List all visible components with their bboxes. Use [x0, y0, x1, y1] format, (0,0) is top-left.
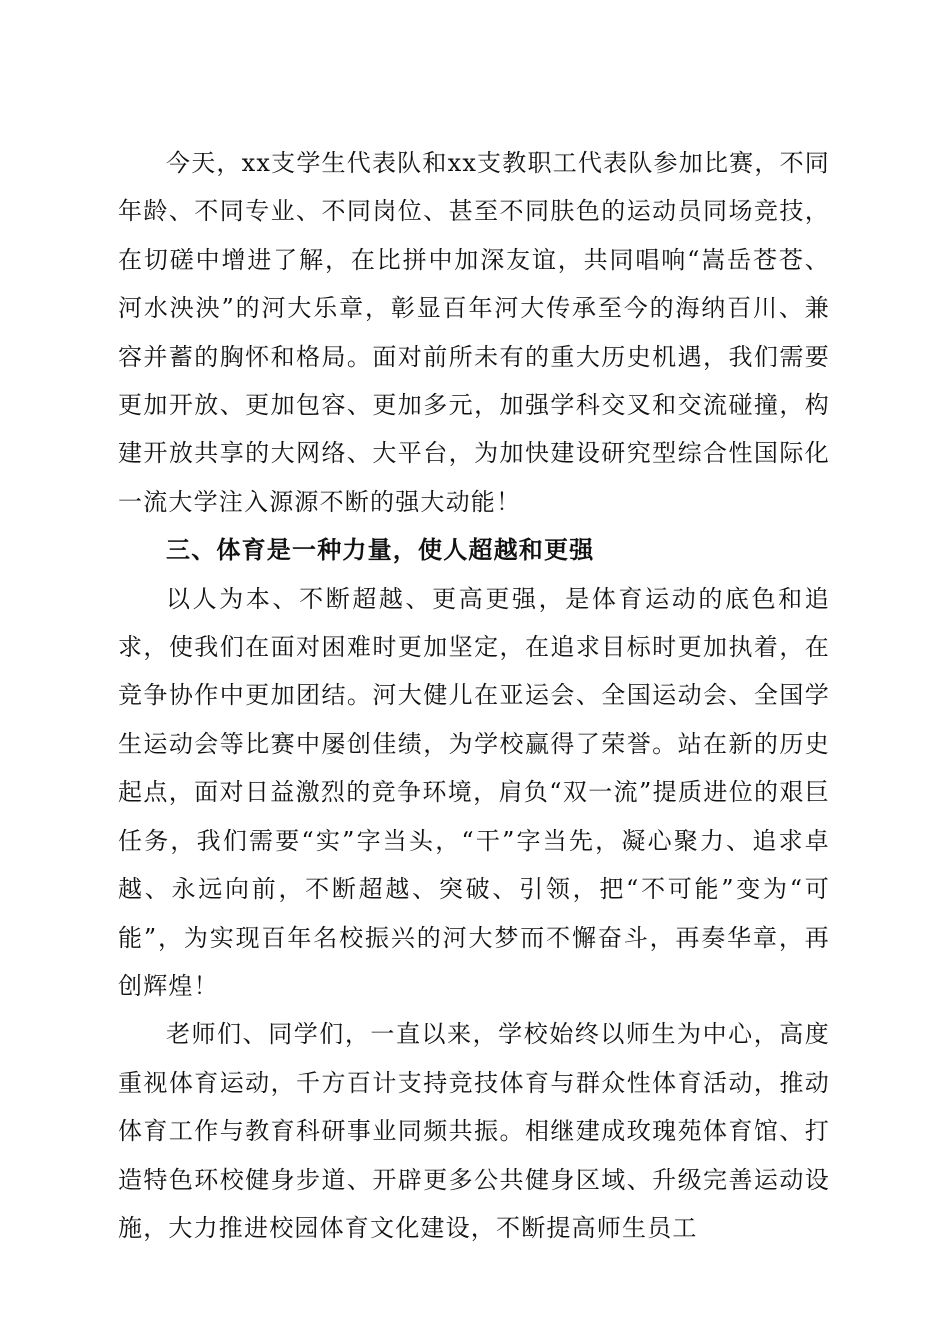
section-heading-three: 三、体育是一种力量，使人超越和更强	[166, 536, 595, 565]
document-body	[118, 139, 830, 1252]
paragraph-sports-power: 以人为本、不断超越、更高更强，是体育运动的底色和追求，使我们在面对困难时更加坚定，在追求目标时更加执着，在竞争协作中更加团结。河大健儿在亚运会、全国运动会、全国学生运动会等比赛中屡创佳绩，为学校赢得了荣誉。站在新的历史起点，面对日益激烈的竞争环境，肩负“双一流”提质进位的艰巨任务，我们需要“实”字当头，“干”字当先，凝心聚力、追求卓越、永远向前，不断超越、突破、引领，把“不可能”变为“可能”，为实现百年名校振兴的河大梦而不懈奋斗，再奏华章，再创辉煌！	[118, 584, 830, 1000]
paragraph-competition: 今天，xx支学生代表队和xx支教职工代表队参加比赛，不同年龄、不同专业、不同岗位、甚至不同肤色的运动员同场竞技，在切磋中增进了解，在比拼中加深友谊，共同唱响“嵩岳苍苍、河水泱泱”的河大乐章，彰显百年河大传承至今的海纳百川、兼容并蓄的胸怀和格局。面对前所未有的重大历史机遇，我们需要更加开放、更加包容、更加多元，加强学科交叉和交流碰撞，构建开放共享的大网络、大平台，为加快建设研究型综合性国际化一流大学注入源源不断的强大动能！	[118, 149, 830, 516]
paragraph-school-support: 老师们、同学们，一直以来，学校始终以师生为中心，高度重视体育运动，千方百计支持竞技体育与群众性体育活动，推动体育工作与教育科研事业同频共振。相继建成玫瑰苑体育馆、打造特色环校健身步道、开辟更多公共健身区域、升级完善运动设施，大力推进校园体育文化建设，不断提高师生员工	[118, 1020, 830, 1242]
